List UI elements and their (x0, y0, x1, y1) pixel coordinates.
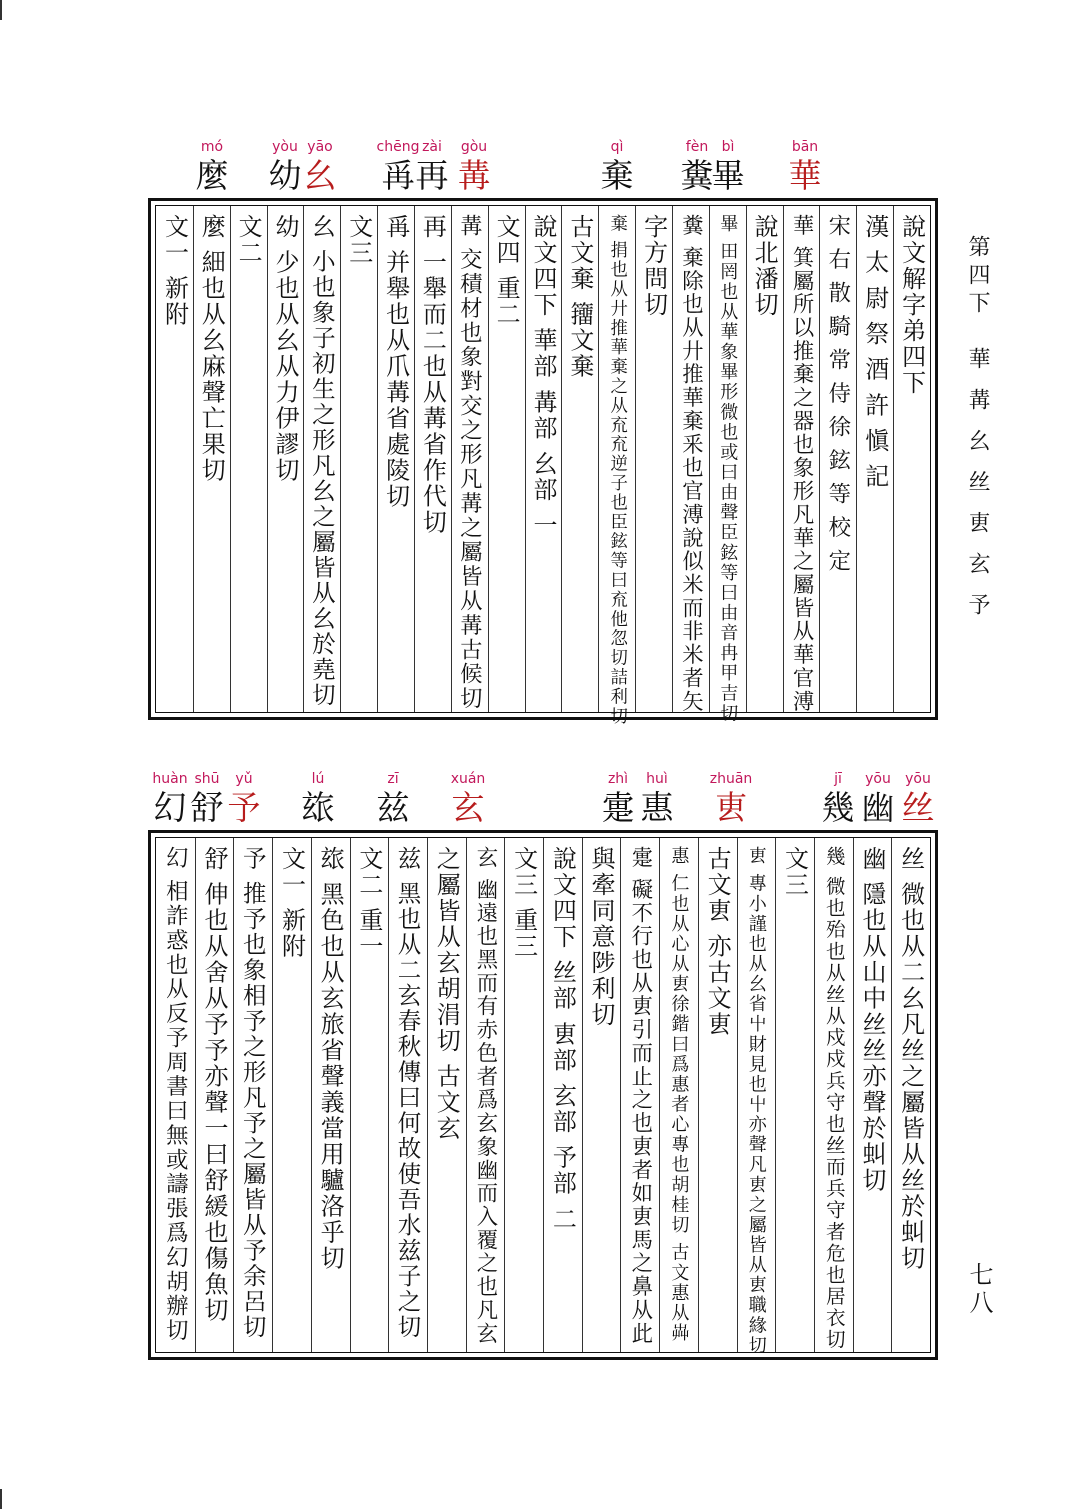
column-rule (620, 838, 621, 1352)
top-text-block (148, 198, 938, 726)
headword-char: 幼 (268, 156, 302, 195)
headword-char: 幻 (153, 788, 187, 827)
headword-pinyin: yāo (307, 139, 333, 155)
column-rule (488, 206, 489, 712)
headword-char: 幾 (821, 788, 855, 827)
headword-char: 冓 (457, 156, 491, 195)
column-rule (635, 206, 636, 712)
headword-6 (438, 770, 498, 828)
headword-char: 畢 (711, 156, 745, 195)
column-rule (377, 206, 378, 712)
text-column: 文二 重一 (354, 846, 383, 960)
text-column: 棄 捐也从廾推華棄之从㐬㐬逆子也臣鉉等曰㐬他忽切詰利切 (606, 214, 627, 726)
text-column: 舒 伸也从舍从予予亦聲一曰舒緩也傷魚切 (200, 846, 229, 1324)
text-column: 文四 重二 (492, 214, 521, 328)
page-number: 七八 (965, 1262, 993, 1318)
column-rule (466, 838, 467, 1352)
text-column: 文三 (344, 214, 373, 266)
column-rule (388, 838, 389, 1352)
headword-char: 再 (415, 156, 449, 195)
text-column: 文一 新附 (277, 846, 306, 960)
text-column: 宋 右 散 騎 常 侍 徐 鉉 等 校 定 (824, 214, 851, 574)
column-rule (504, 838, 505, 1352)
column-rule (746, 206, 747, 712)
headword-pinyin: bì (721, 139, 735, 155)
headword-char: 惠 (640, 788, 674, 827)
headword-pinyin: jī (834, 771, 842, 787)
headword-pinyin: mó (200, 139, 224, 155)
headword-char: 糞 (680, 156, 714, 195)
column-rule (350, 838, 351, 1352)
text-column: 文三 (780, 846, 809, 898)
text-column: 華 箕屬所以推棄之器也象形凡華之屬皆从華官溥 (789, 214, 814, 714)
column-rule (582, 838, 583, 1352)
text-column: 叀 專小謹也从幺省屮財見也屮亦聲凡叀之屬皆从叀職緣切 (745, 846, 767, 1356)
text-column: 疐 礙不行也从叀引而止之也叀者如叀馬之鼻从此 (627, 846, 653, 1346)
text-column: 玄 幽遠也黑而有赤色者爲玄象幽而入覆之也凡玄 (472, 846, 498, 1346)
text-column: 文三 重三 (509, 846, 538, 960)
headword-pinyin: huì (646, 771, 668, 787)
text-column: 兹 黑也从二玄春秋傳曰何故使吾水兹子之切 (393, 846, 422, 1340)
headword-pinyin: lú (311, 771, 325, 787)
headword-8 (288, 770, 348, 828)
headword-char: 丝 (901, 788, 935, 827)
headword-pinyin: fèn (685, 139, 709, 155)
headword-char: 麼 (195, 156, 229, 195)
text-column: 丝 微也从二幺凡丝之屬皆从丝於虯切 (896, 846, 925, 1272)
text-column: 說北潘切 (750, 214, 779, 318)
text-column: 幺 小也象子初生之形凡幺之屬皆从幺於堯切 (307, 214, 336, 708)
column-rule (561, 206, 562, 712)
headword-11 (140, 770, 200, 828)
column-rule (783, 206, 784, 712)
headword-pinyin: zhì (607, 771, 629, 787)
column-rule (267, 206, 268, 712)
column-rule (709, 206, 710, 712)
headword-pinyin: huàn (152, 771, 188, 787)
text-column: 之屬皆从玄胡涓切 古文玄 (432, 846, 461, 1142)
headword-3 (701, 770, 761, 828)
headword-pinyin: zī (387, 771, 399, 787)
headword-6 (368, 138, 428, 196)
column-rule (451, 206, 452, 712)
headword-0 (775, 138, 835, 196)
text-column: 古文棄 籒文棄 (565, 214, 594, 380)
headword-pinyin: qì (610, 139, 624, 155)
chapter-side-title: 第四下 華 冓 幺 丝 叀 玄 予 (965, 235, 990, 621)
column-rule (853, 838, 854, 1352)
headword-2 (808, 770, 868, 828)
text-column: 說文解字弟四下 (897, 214, 926, 396)
column-rule (814, 838, 815, 1352)
column-rule (272, 838, 273, 1352)
headword-3 (587, 138, 647, 196)
text-column: 字方問切 (639, 214, 668, 318)
column-rule (311, 838, 312, 1352)
column-rule (427, 838, 428, 1352)
bottom-text-block (148, 830, 938, 1360)
headword-pinyin: yòu (272, 139, 298, 155)
text-column: 幽 隱也从山中丝丝亦聲於虯切 (857, 846, 886, 1194)
headword-5 (588, 770, 648, 828)
fold-mark-top (0, 0, 2, 20)
text-column: 惠 仁也从心从叀徐鍇曰爲惠者心專也胡桂切 古文惠从芔 (668, 846, 690, 1344)
column-rule (543, 838, 544, 1352)
column-rule (659, 838, 660, 1352)
headword-char: 疐 (601, 788, 635, 827)
headword-pinyin: yōu (905, 771, 931, 787)
column-rule (775, 838, 776, 1352)
text-column: 玈 黑色也从玄旅省聲義當用驢洛乎切 (316, 846, 345, 1272)
column-rule (672, 206, 673, 712)
headword-7 (363, 770, 423, 828)
column-rule (233, 838, 234, 1352)
column-rule (893, 206, 894, 712)
headword-pinyin: chēng (376, 139, 420, 155)
headword-char: 玈 (301, 788, 335, 827)
text-column: 古文叀 亦古文叀 (703, 846, 732, 1038)
headword-pinyin: xuán (450, 771, 486, 787)
text-column: 幻 相詐惑也从反予周書曰無或譸張爲幻胡辦切 (162, 846, 189, 1343)
column-rule (340, 206, 341, 712)
text-column: 冓 交積材也象對交之形凡冓之屬皆从冓古候切 (456, 214, 483, 711)
text-column: 與牽同意陟利切 (587, 846, 616, 1028)
headword-pinyin: bān (791, 139, 819, 155)
headword-pinyin: zài (422, 139, 442, 155)
text-column: 畢 田罔也从華象畢形微也或曰由聲臣鉉等曰由音冉甲吉切 (717, 214, 739, 724)
text-column: 說文四下 丝部 叀部 玄部 予部 二 (548, 846, 577, 1233)
top-text-frame (155, 205, 931, 726)
headword-pinyin: shū (194, 771, 220, 787)
column-rule (525, 206, 526, 712)
text-column: 幾 微也殆也从丝从戍戍兵守也丝而兵守者危也居衣切 (822, 846, 846, 1351)
column-rule (230, 206, 231, 712)
headword-char: 幺 (303, 156, 337, 195)
text-column: 麼 細也从幺麻聲亡果切 (197, 214, 226, 484)
column-rule (891, 838, 892, 1352)
headword-char: 爯 (381, 156, 415, 195)
headword-8 (255, 138, 315, 196)
text-column: 漢 太 尉 祭 酒 許 愼 記 (860, 214, 889, 490)
column-rule (598, 206, 599, 712)
headword-char: 予 (227, 788, 261, 827)
headword-char: 舒 (190, 788, 224, 827)
text-column: 再 一舉而二也从冓省作代切 (418, 214, 447, 536)
headword-char: 兹 (376, 788, 410, 827)
column-rule (737, 838, 738, 1352)
fold-mark-bottom (0, 1489, 2, 1509)
text-column: 予 推予也象相予之形凡予之屬皆从予余呂切 (238, 846, 267, 1340)
text-column: 文二 (234, 214, 263, 266)
text-column: 說文四下 華部 冓部 幺部 一 (529, 214, 557, 539)
column-rule (414, 206, 415, 712)
headword-char: 玄 (451, 788, 485, 827)
text-column: 幼 少也从幺从力伊謬切 (271, 214, 299, 484)
column-rule (193, 206, 194, 712)
text-column: 糞 棄除也从廾推華棄釆也官溥說似米而非米者矢 (678, 214, 704, 714)
text-column: 文一 新附 (160, 214, 189, 328)
headword-pinyin: zhuān (709, 771, 753, 787)
column-rule (819, 206, 820, 712)
headword-char: 叀 (714, 788, 748, 827)
column-rule (856, 206, 857, 712)
text-column: 爯 并舉也从爪冓省處陵切 (381, 214, 410, 510)
headword-char: 華 (788, 156, 822, 195)
bottom-text-frame (155, 837, 931, 1356)
headword-char: 幽 (861, 788, 895, 827)
headword-9 (182, 138, 242, 196)
column-rule (303, 206, 304, 712)
headword-pinyin: yǔ (235, 771, 253, 787)
headword-char: 棄 (600, 156, 634, 195)
column-rule (195, 838, 196, 1352)
headword-2 (667, 138, 727, 196)
column-rule (698, 838, 699, 1352)
headword-pinyin: yōu (865, 771, 891, 787)
headword-pinyin: gòu (460, 139, 488, 155)
